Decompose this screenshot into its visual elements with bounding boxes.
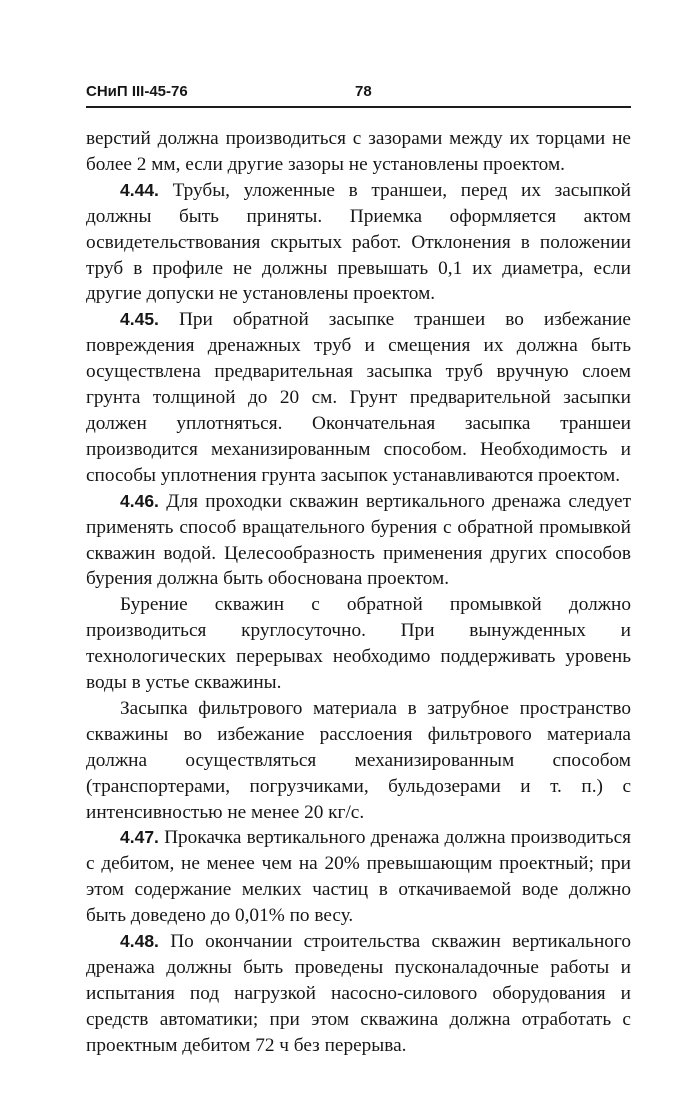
paragraph-text: Бурение скважин с обратной промывкой должно производиться круглосуточно. При вынужденных и технологических перерывах необходимо поддерживать уровень воды в устье скважины.	[86, 594, 631, 694]
page-number: 78	[355, 83, 372, 100]
clause-4-48	[86, 929, 631, 1059]
clause-number: 4.47.	[120, 827, 159, 848]
clause-4-46	[86, 489, 631, 593]
paragraph-text: Для проходки скважин вертикального дренажа следует применять способ вращательного бурения с обратной промывкой скважин водой. Целесообразность применения других способов бурения должна быть обоснована проектом.	[86, 490, 631, 590]
paragraph-continuation	[86, 126, 631, 178]
paragraph-text: При обратной засыпке траншеи во избежание повреждения дренажных труб и смещения их должна быть осуществлена предварительная засыпка труб вручную слоем грунта толщиной до 20 см. Грунт предварительной засыпки должен уплотняться. Окончательная засыпка траншеи производится механизированным способом. Необходимость и способы уплотнения грунта засыпок устанавливаются проектом.	[86, 309, 631, 486]
document-code: СНиП III-45-76	[86, 83, 188, 100]
page-header	[86, 80, 631, 106]
paragraph-text: Трубы, уложенные в траншеи, перед их засыпкой должны быть приняты. Приемка оформляется актом освидетельствования скрытых работ. Отклонения в положении труб в профиле не должны превышать 0,1 их диаметра, если другие допуски не установлены проектом.	[86, 179, 631, 305]
body-text	[86, 126, 631, 1059]
clause-number: 4.44.	[120, 179, 159, 200]
paragraph-filter-fill	[86, 696, 631, 826]
clause-number: 4.45.	[120, 309, 159, 330]
clause-4-45	[86, 307, 631, 488]
clause-4-47	[86, 825, 631, 929]
paragraph-text: По окончании строительства скважин вертикального дренажа должны быть проведены пусконаладочные работы и испытания под нагрузкой насосно-силового оборудования и средств автоматики; при этом скважина должна отработать с проектным дебитом 72 ч без перерыва.	[86, 931, 631, 1056]
paragraph-text: верстий должна производиться с зазорами между их торцами не более 2 мм, если другие зазоры не установлены проектом.	[86, 128, 631, 175]
paragraph-text: Прокачка вертикального дренажа должна производиться с дебитом, не менее чем на 20% превышающим проектный; при этом содержание мелких частиц в откачиваемой воде должно быть доведено до 0,01% по весу.	[86, 827, 631, 927]
paragraph-drilling	[86, 592, 631, 696]
clause-4-44	[86, 178, 631, 308]
clause-number: 4.48.	[120, 931, 159, 952]
header-rule	[86, 106, 631, 108]
clause-number: 4.46.	[120, 490, 159, 511]
paragraph-text: Засыпка фильтрового материала в затрубное пространство скважины во избежание расслоения фильтрового материала должна осуществляться механизированным способом (транспортерами, погрузчиками, бульдозерами и т. п.) с интенсивностью не менее 20 кг/с.	[86, 697, 631, 823]
